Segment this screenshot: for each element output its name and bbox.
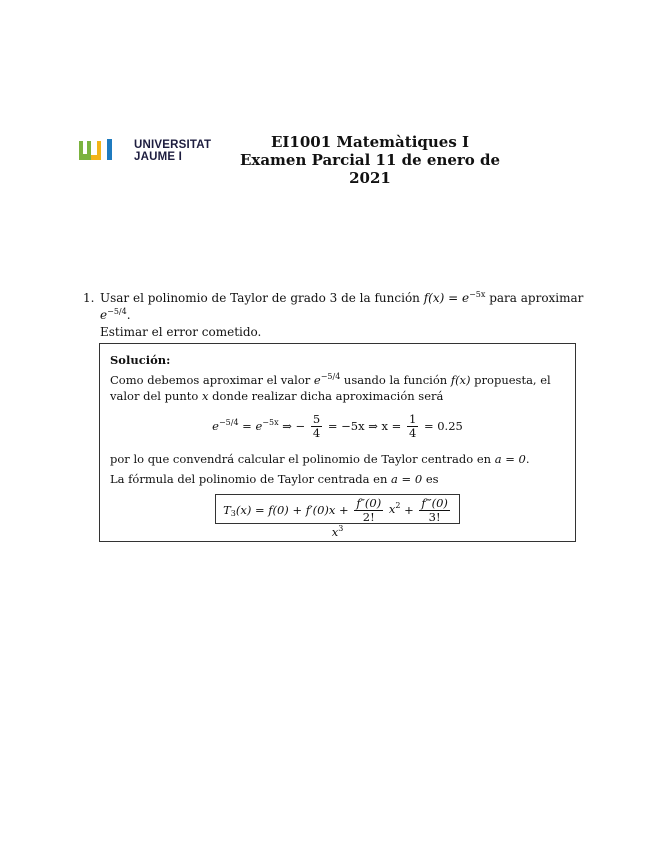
logo-line2: JAUME I [134,151,183,163]
problem-e: e [100,308,108,322]
problem-number: 1. [83,291,95,305]
exam-subtitle: Examen Parcial 11 de enero de 2021 [239,151,501,187]
sol-e: e [313,372,321,387]
sol-exp: −5/4 [320,371,341,381]
course-title: EI1001 Matemàtiques I [270,133,470,151]
formula-frac-3: $\frac{f‴(0)}{3!}$ [421,495,448,524]
solution-box [99,343,576,542]
problem-exponent-2: −5/4 [107,307,127,316]
university-logo [79,138,211,164]
eq-fraction-1: $\frac{5}{4}$ [312,411,321,440]
problem-function: f(x) = e [423,291,470,305]
formula-x3: $x^3$ [331,524,344,540]
sol-period: . [525,451,530,466]
exam-header [220,133,520,187]
sol-text: es [422,472,439,486]
formula-frac-2: $\frac{f''(0)}{2!}$ [356,495,382,524]
sol-text: propuesta, el valor del punto [110,372,551,403]
problem-text-a: Usar el polinomio de Taylor de grado 3 de la función [100,291,424,305]
eq-mid: = −5x ⇒ x = [327,418,402,433]
sol-text: por lo que convendrá calcular el polinomio de Taylor centrado en [110,451,495,466]
eq-result: = 0.25 [423,418,463,433]
logo-line1: UNIVERSITAT [134,139,212,151]
problem-period: . [126,308,131,322]
problem-1 [83,290,593,341]
logo-wordmark [134,139,211,163]
problem-text-line2: Estimar el error cometido. [100,325,262,339]
formula-lhs: $T_3(x) = f(0) + f'(0)x$ + [223,502,349,518]
solution-paragraph-3 [110,471,565,488]
sol-text: usando la función [340,372,451,387]
eq-lhs: $e^{-5/4} = e^{-5x}$ ⇒ − [212,417,306,433]
sol-fx: f(x) [450,372,471,387]
solution-heading: Solución: [110,353,171,367]
eq-fraction-2: $\frac{1}{4}$ [408,411,417,440]
sol-text: La fórmula del polinomio de Taylor centrada en [110,472,392,486]
sol-x: x [201,389,209,403]
sol-a-eq: a = 0 [494,451,526,466]
sol-a-eq: a = 0 [391,472,423,486]
problem-exponent: −5x [469,290,486,299]
formula-x2: $x^2$ + [388,501,414,518]
sol-text: donde realizar dicha aproximación será [208,389,444,403]
taylor-formula-box [215,494,460,540]
uji-logo-icon [79,138,129,164]
problem-text-b: para aproximar [485,291,584,305]
solution-paragraph-2 [110,451,565,468]
solution-paragraph-1 [110,372,565,405]
sol-text: Como debemos aproximar el valor [110,372,314,387]
equation-x-value [110,413,565,443]
problem-statement [100,290,593,341]
